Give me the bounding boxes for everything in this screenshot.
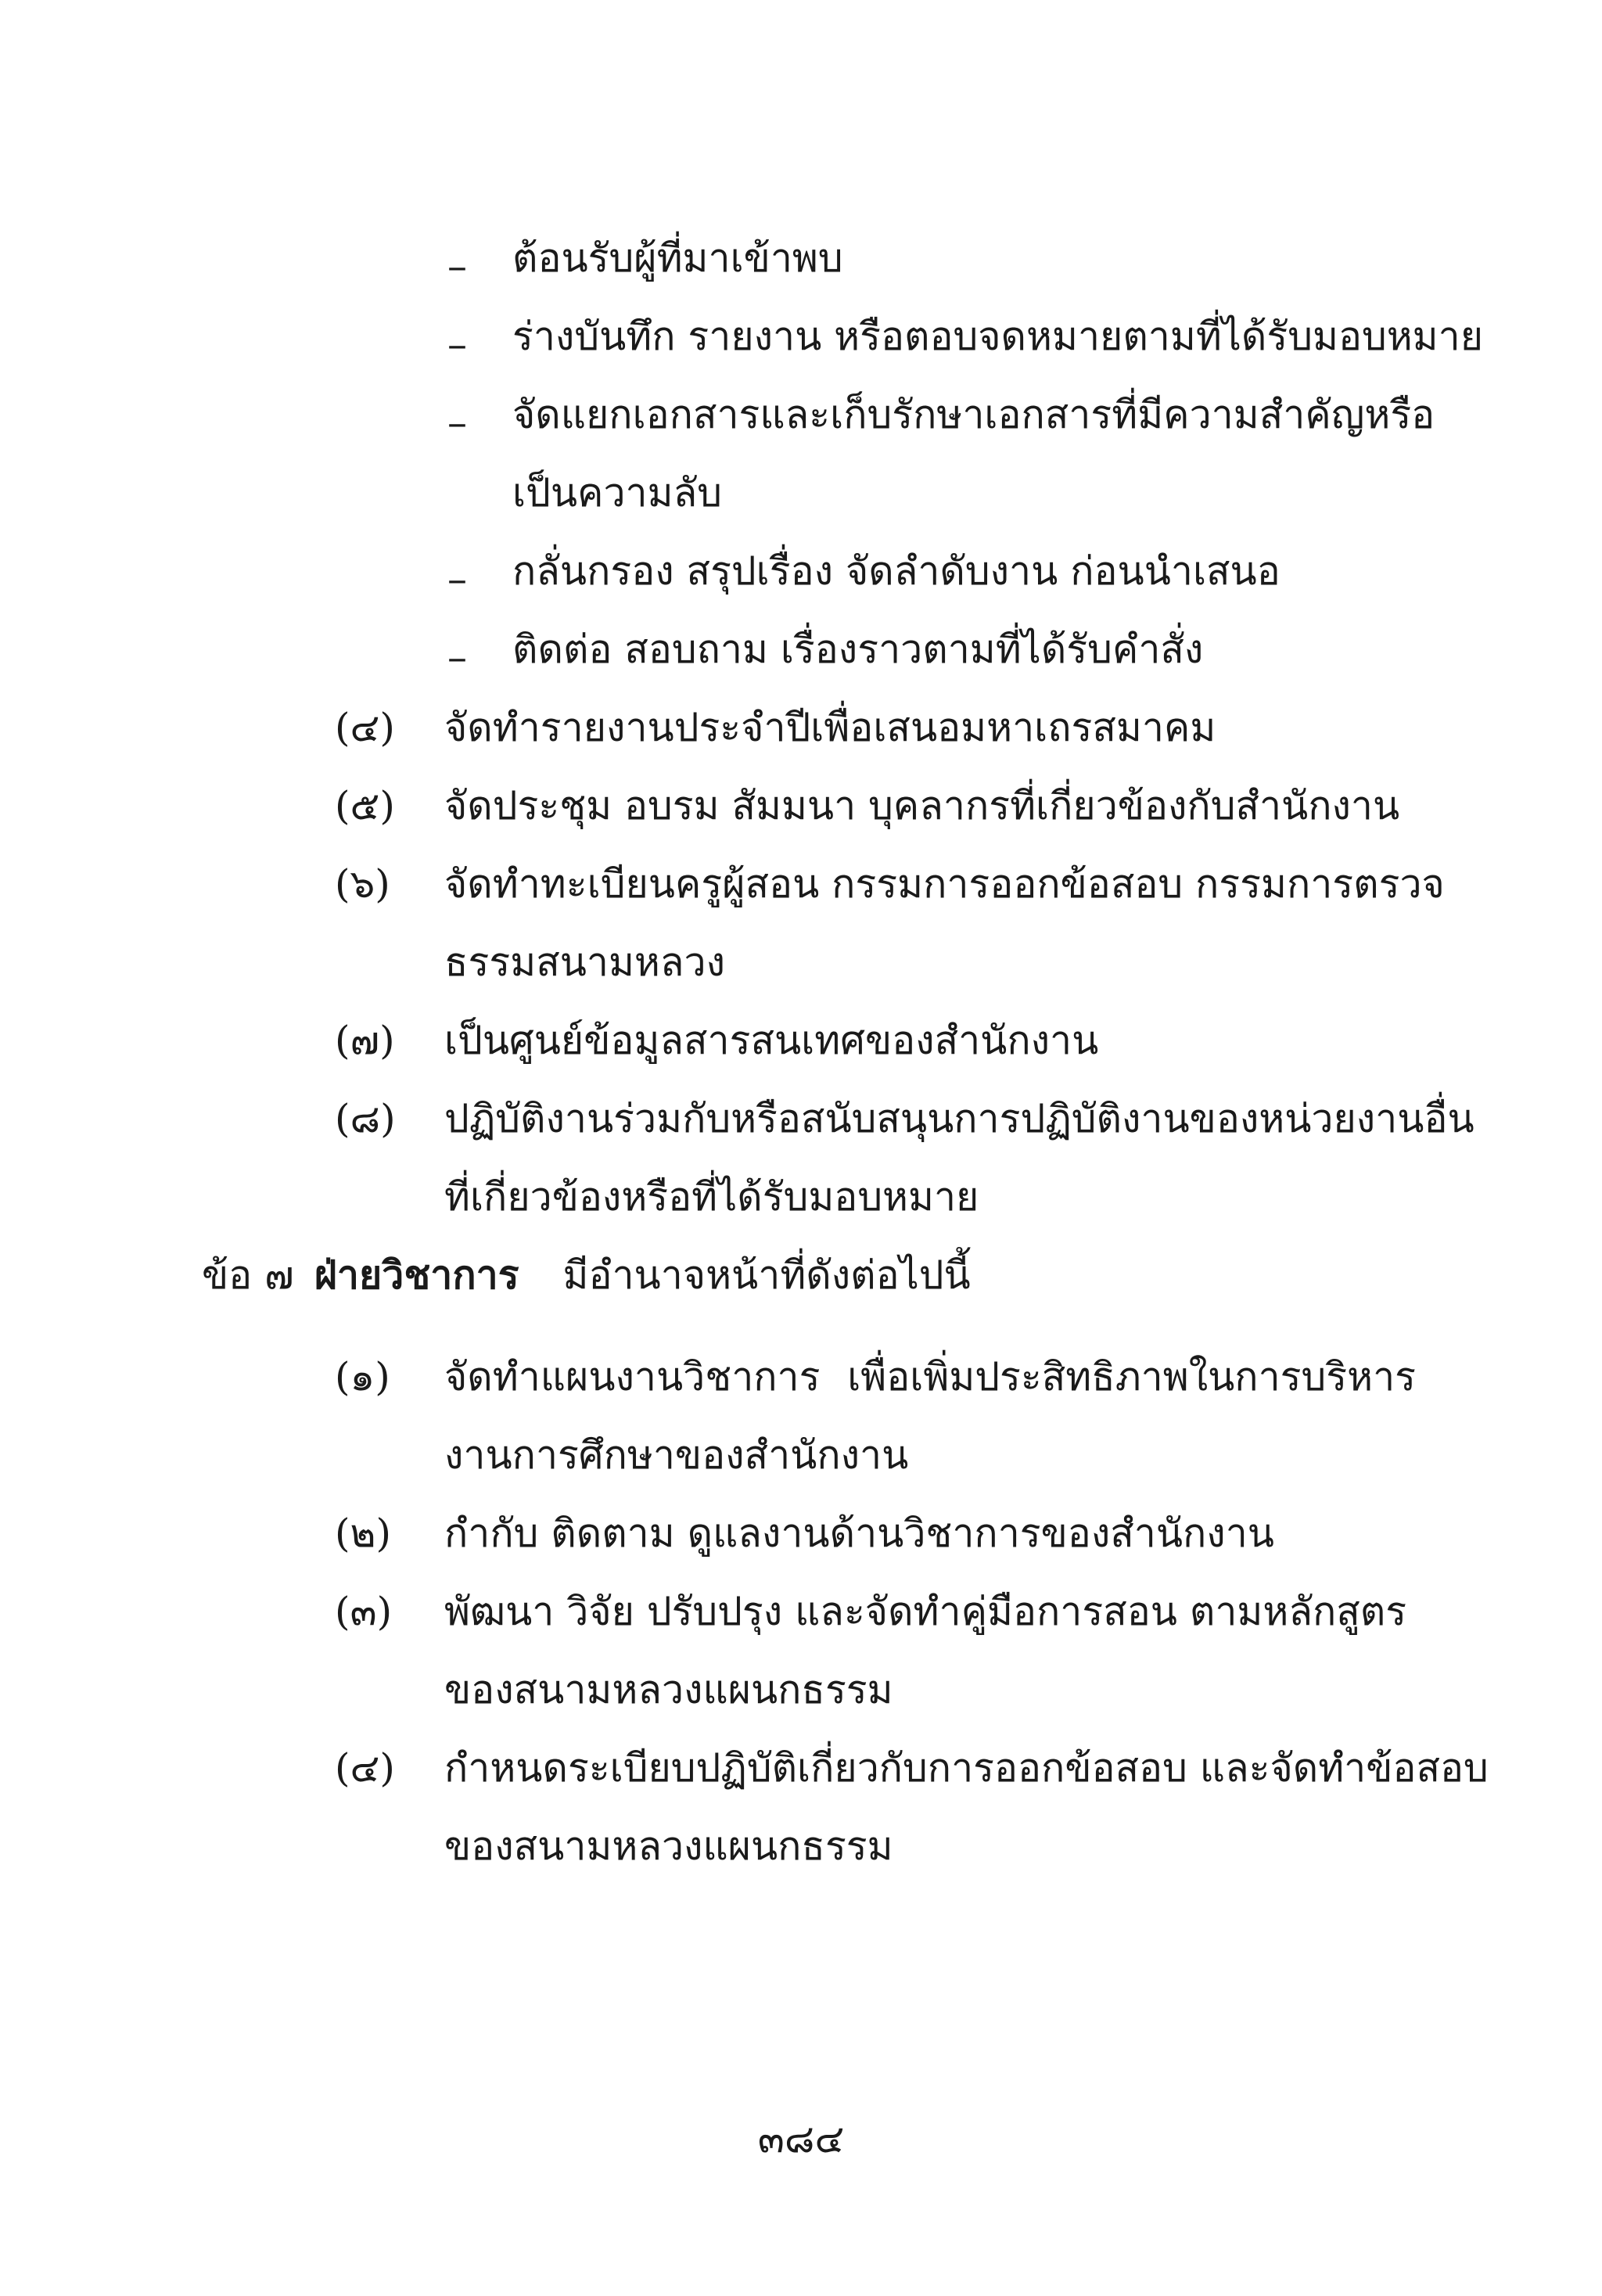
sub-item-continuation: เป็นความลับ (512, 470, 722, 516)
sub-item-text: ร่างบันทึก รายงาน หรือตอบจดหมายตามที่ได้รับมอบหมาย (512, 314, 1484, 359)
item-text: เป็นศูนย์ข้อมูลสารสนเทศของสำนักงาน (444, 1018, 1099, 1063)
item-continuation: ของสนามหลวงแผนกธรรม (444, 1667, 893, 1712)
sub-item-text: หรือ (1364, 392, 1435, 437)
item-continuation: ที่เกี่ยวข้องหรือที่ได้รับมอบหมาย (444, 1174, 979, 1220)
bullet-dash: – (447, 322, 467, 367)
item-text: จัดทำรายงานประจำปีเพื่อเสนอมหาเถรสมาคม (444, 705, 1216, 750)
item-number: (๔) (335, 1745, 395, 1791)
item-number: (๔) (335, 705, 395, 750)
item-text: พัฒนา วิจัย ปรับปรุง และจัดทำคู่มือการสอน ตามหลักสูตร (444, 1589, 1407, 1634)
sub-item-text: จัดแยกเอกสารและเก็บรักษาเอกสารที่มีความสำคัญ (512, 392, 1365, 437)
section-prefix: ข้อ ๗ (202, 1252, 294, 1298)
item-text: ปฏิบัติงานร่วมกับหรือสนับสนุนการปฏิบัติงานของหน่วยงานอื่น (444, 1096, 1474, 1141)
sub-item-justified-line (512, 392, 1435, 437)
section-text: มีอำนาจหน้าที่ดังต่อไปนี้ (562, 1252, 971, 1298)
item-text: จัดประชุม อบรม สัมมนา บุคลากรที่เกี่ยวข้องกับสำนักงาน (444, 783, 1400, 828)
section-heading (202, 1252, 971, 1298)
bullet-dash: – (447, 634, 467, 680)
item-text: จัดทำทะเบียนครูผู้สอน กรรมการออกข้อสอบ กรรมการตรวจ (444, 861, 1445, 907)
item-text: เพื่อเพิ่มประสิทธิภาพในการบริหาร (847, 1354, 1416, 1400)
item-text: กำหนดระเบียบปฏิบัติเกี่ยวกับการออกข้อสอบ และจัดทำข้อสอบ (444, 1745, 1489, 1791)
sub-item-text: กลั่นกรอง สรุปเรื่อง จัดลำดับงาน ก่อนนำเสนอ (512, 548, 1281, 594)
section-title: ฝ่ายวิชาการ (314, 1252, 519, 1298)
item-continuation: งานการศึกษาของสำนักงาน (444, 1432, 909, 1478)
item-number: (๖) (335, 861, 390, 907)
item-text: จัดทำแผนงานวิชาการ (444, 1354, 821, 1400)
item-justified-line (444, 1354, 1416, 1400)
item-number: (๑) (335, 1354, 390, 1400)
item-number: (๘) (335, 1096, 396, 1141)
sub-item-text: ติดต่อ สอบถาม เรื่องราวตามที่ได้รับคำสั่ง (512, 627, 1204, 672)
bullet-dash: – (447, 400, 467, 445)
item-number: (๒) (335, 1511, 391, 1556)
item-text: กำกับ ติดตาม ดูแลงานด้านวิชาการของสำนักงาน (444, 1511, 1274, 1556)
item-number: (๓) (335, 1589, 393, 1634)
item-number: (๕) (335, 783, 395, 828)
item-number: (๗) (335, 1018, 395, 1063)
bullet-dash: – (447, 556, 467, 602)
item-continuation: ธรรมสนามหลวง (444, 940, 726, 985)
item-continuation: ของสนามหลวงแผนกธรรม (444, 1824, 893, 1869)
bullet-dash: – (447, 243, 467, 289)
sub-item-text: ต้อนรับผู้ที่มาเข้าพบ (512, 235, 843, 281)
page-number: ๓๘๔ (757, 2116, 845, 2161)
